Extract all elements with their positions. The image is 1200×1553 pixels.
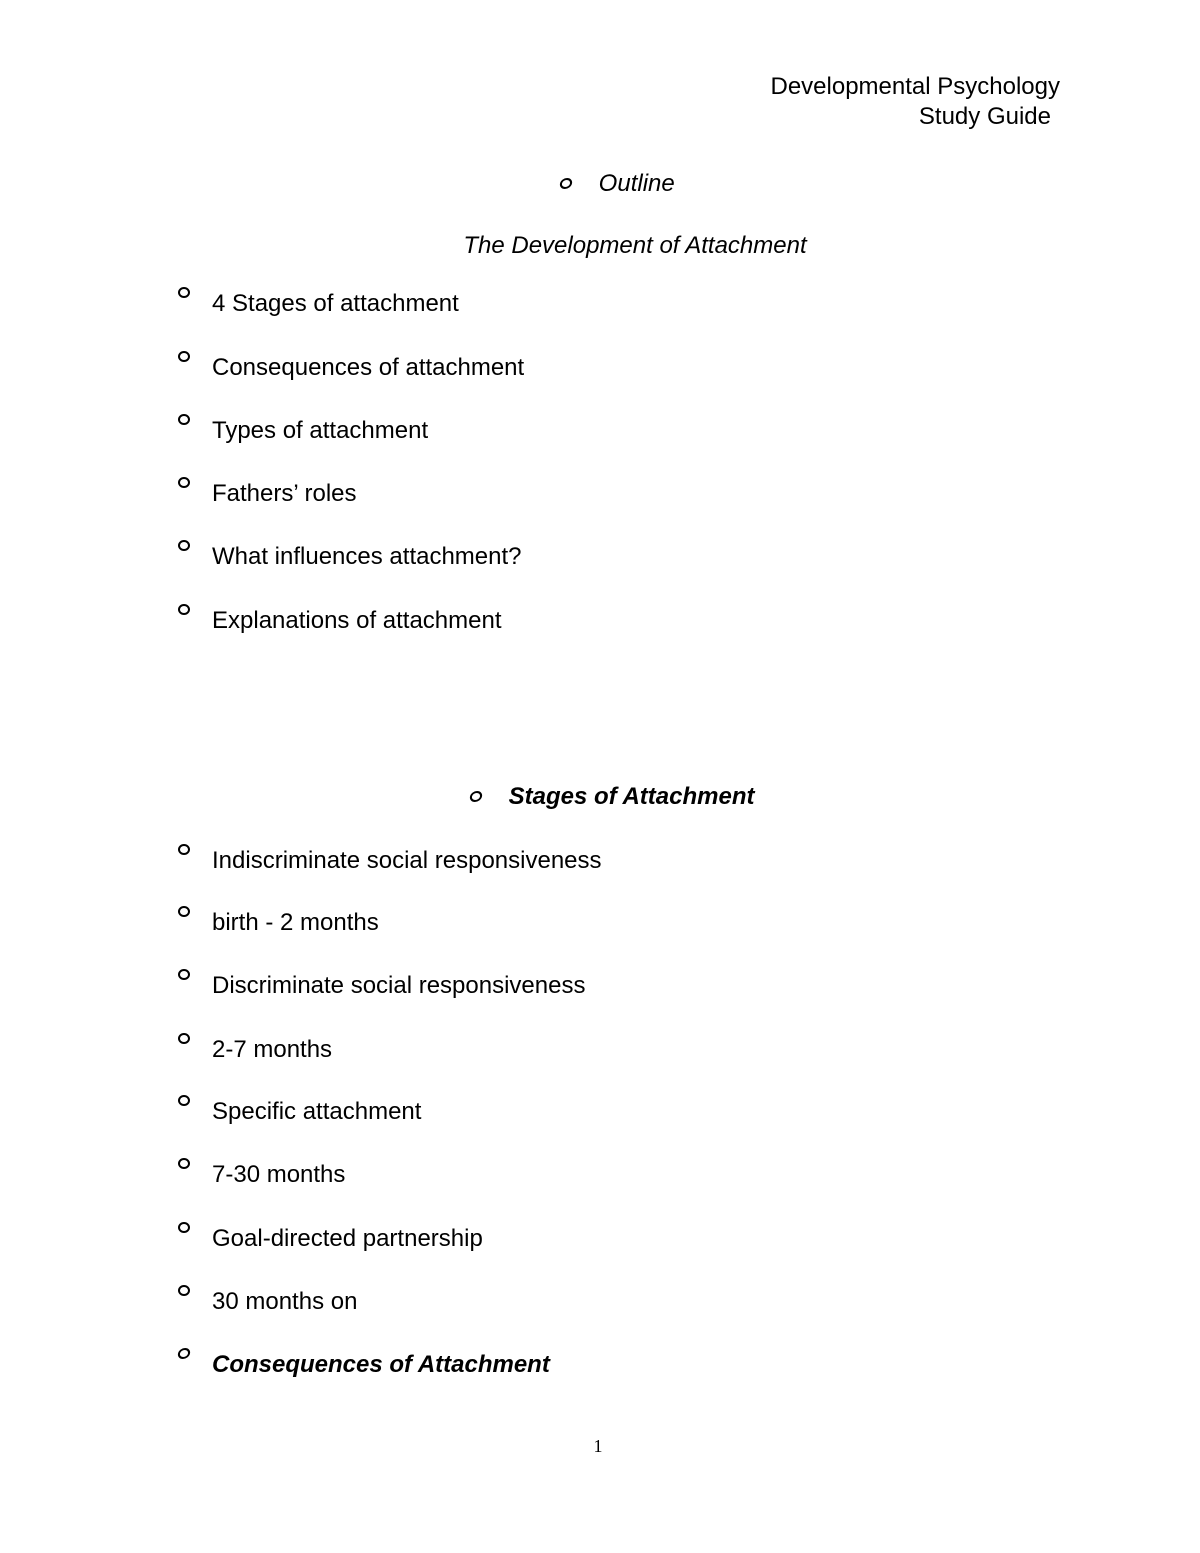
list-item-text: 7-30 months: [212, 1161, 346, 1188]
page-number: 1: [593, 1436, 603, 1456]
list-item-text: 4 Stages of attachment: [212, 290, 459, 317]
list-item: [178, 543, 522, 570]
bullet-icon: [178, 1285, 190, 1296]
bullet-icon: [178, 844, 190, 855]
list-item: [178, 1161, 346, 1188]
bullet-icon: [178, 1158, 190, 1169]
list-item-text: Explanations of attachment: [212, 607, 502, 634]
list-item-text: What influences attachment?: [212, 543, 522, 570]
list-item: [178, 607, 502, 634]
list-item: [178, 909, 379, 936]
list-item-text: Indiscriminate social responsiveness: [212, 847, 602, 874]
list-item-text: 2-7 months: [212, 1036, 333, 1063]
bullet-icon: [178, 969, 190, 980]
section-subtitle: The Development of Attachment: [463, 232, 807, 259]
header-subtitle: Study Guide: [918, 103, 1051, 130]
bullet-icon: [469, 791, 483, 802]
bullet-icon: [178, 351, 190, 362]
bullet-icon: [559, 178, 573, 189]
bullet-icon: [178, 1095, 190, 1106]
list-item-text: Goal-directed partnership: [212, 1225, 483, 1252]
outline-heading-text: Outline: [598, 170, 675, 197]
list-item: [178, 972, 586, 999]
list-item: [178, 1288, 358, 1315]
bullet-icon: [177, 1348, 191, 1359]
bullet-icon: [178, 540, 190, 551]
consequences-heading-text: Consequences of Attachment: [212, 1351, 550, 1378]
bullet-icon: [178, 414, 190, 425]
list-item: [178, 417, 429, 444]
header-title: Developmental Psychology: [770, 73, 1060, 100]
bullet-icon: [178, 1033, 190, 1044]
list-item-text: 30 months on: [212, 1288, 358, 1315]
list-item-text: Types of attachment: [212, 417, 429, 444]
list-item: [178, 290, 459, 317]
outline-heading: [560, 170, 675, 198]
list-item-text: birth - 2 months: [212, 909, 379, 936]
list-item: [178, 354, 525, 381]
stages-heading: [470, 783, 754, 811]
list-item-text: Discriminate social responsiveness: [212, 972, 586, 999]
bullet-icon: [178, 604, 190, 615]
list-item: [178, 1225, 483, 1252]
consequences-heading: [178, 1351, 550, 1378]
bullet-icon: [178, 477, 190, 488]
page-header: [771, 72, 1061, 132]
bullet-icon: [178, 906, 190, 917]
list-item: [178, 480, 357, 507]
bullet-icon: [178, 1222, 190, 1233]
list-item: [178, 847, 602, 874]
list-item: [178, 1098, 422, 1125]
list-item-text: Fathers’ roles: [212, 480, 357, 507]
stages-heading-text: Stages of Attachment: [508, 783, 755, 810]
list-item-text: Specific attachment: [212, 1098, 422, 1125]
list-item: [178, 1036, 333, 1063]
list-item-text: Consequences of attachment: [212, 354, 525, 381]
bullet-icon: [178, 287, 190, 298]
